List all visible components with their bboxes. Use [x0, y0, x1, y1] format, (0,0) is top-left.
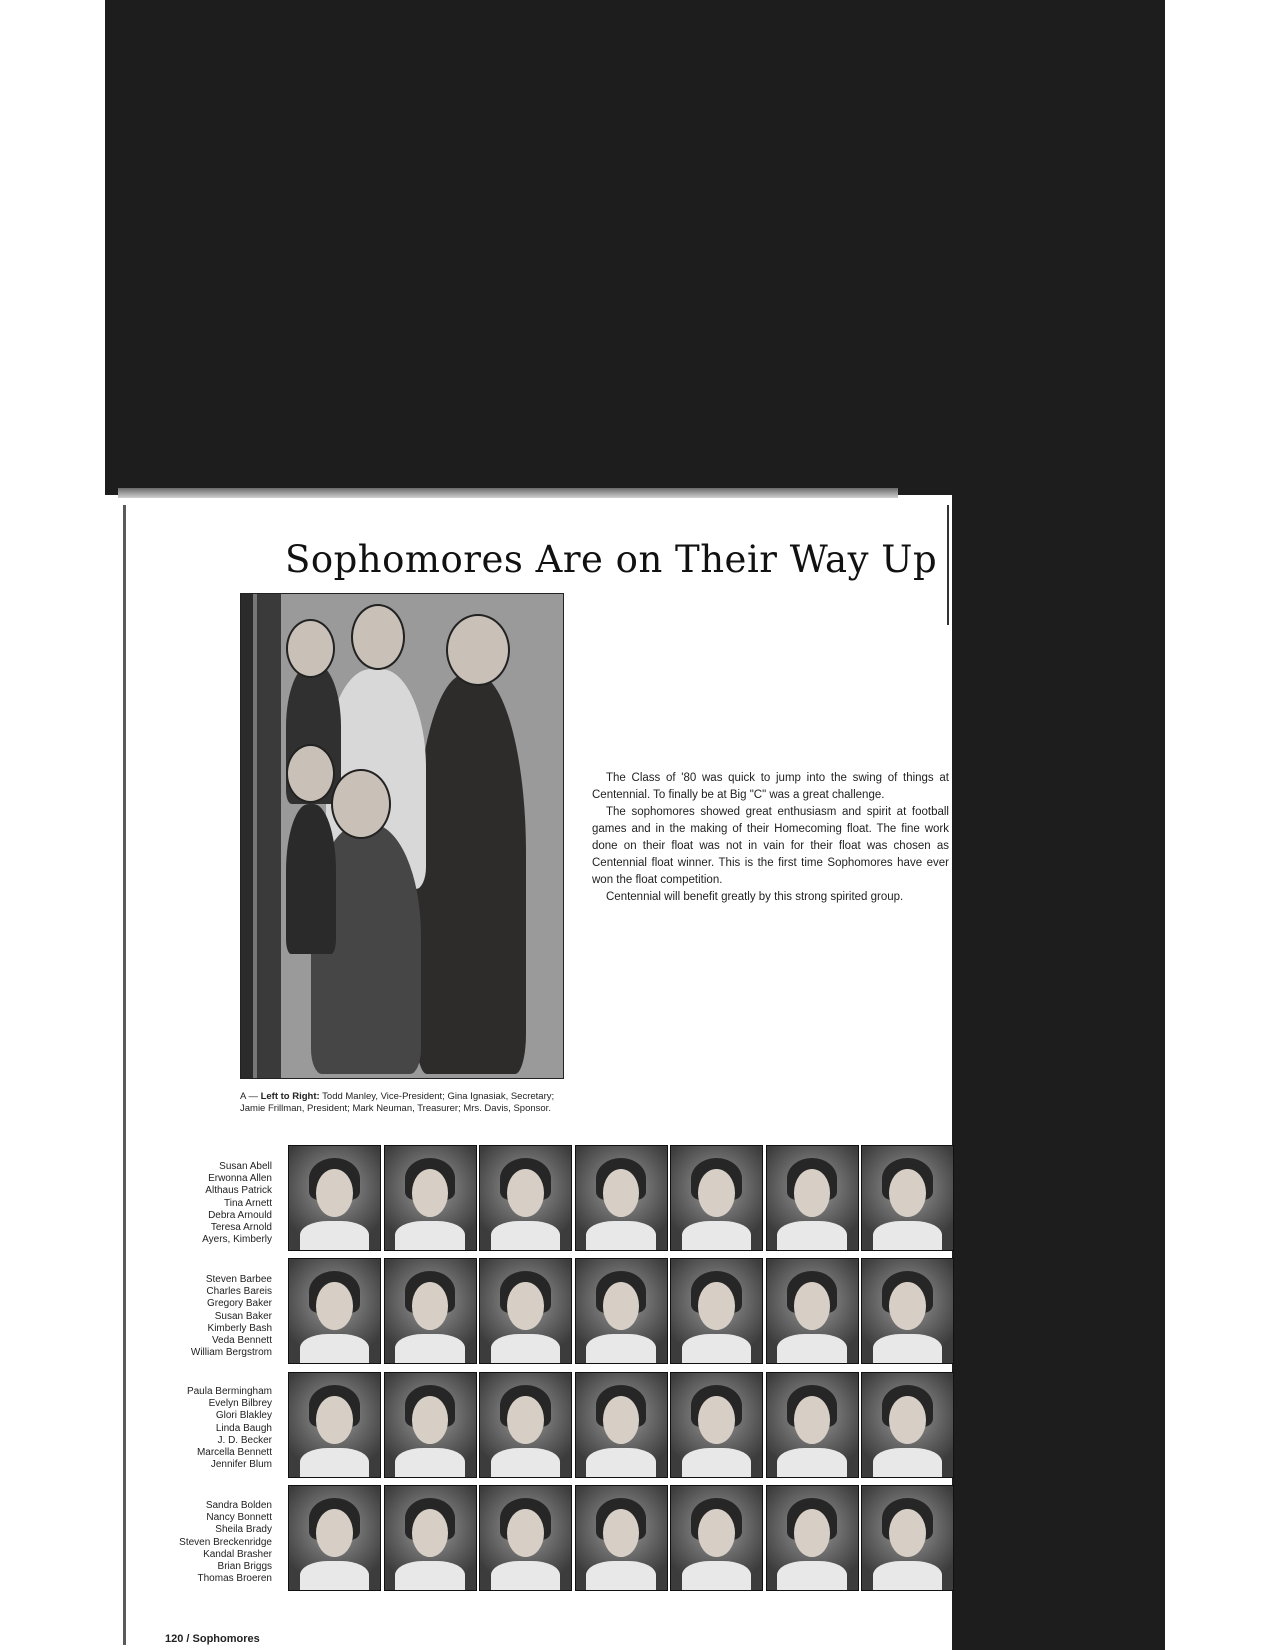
caption-marker: A — — [240, 1091, 258, 1102]
portrait-shirt — [395, 1334, 464, 1364]
portrait-face — [507, 1396, 543, 1444]
portrait-row-4 — [288, 1485, 950, 1591]
portrait-shirt — [395, 1221, 464, 1251]
student-portrait — [766, 1258, 859, 1364]
student-name: J. D. Becker — [217, 1434, 272, 1446]
student-name: Debra Arnould — [208, 1209, 272, 1221]
portrait-row-1 — [288, 1145, 950, 1251]
student-portrait — [861, 1485, 954, 1591]
portrait-face — [794, 1509, 830, 1557]
head-officer-1 — [286, 619, 335, 678]
portrait-shirt — [682, 1334, 751, 1364]
portrait-shirt — [491, 1221, 560, 1251]
student-name: Nancy Bonnett — [206, 1512, 272, 1524]
portrait-shirt — [300, 1334, 369, 1364]
name-list-row-1 — [160, 1161, 272, 1246]
student-name: Gregory Baker — [206, 1298, 272, 1310]
portrait-face — [794, 1282, 830, 1330]
portrait-shirt — [491, 1334, 560, 1364]
name-list-row-2 — [160, 1274, 272, 1359]
portrait-row-2 — [288, 1258, 950, 1364]
student-portrait — [766, 1485, 859, 1591]
student-name: Ayers, Kimberly — [202, 1234, 272, 1246]
student-name: Glori Blakley — [215, 1410, 272, 1422]
student-name: Sheila Brady — [215, 1524, 272, 1536]
head-officer-2 — [351, 604, 405, 670]
student-name: Tina Arnett — [224, 1197, 272, 1209]
portrait-face — [316, 1169, 352, 1217]
student-name: Erwonna Allen — [208, 1173, 272, 1185]
student-portrait — [575, 1145, 668, 1251]
student-name: Jennifer Blum — [210, 1459, 272, 1471]
portrait-face — [603, 1282, 639, 1330]
portrait-face — [507, 1169, 543, 1217]
student-name: Paula Bermingham — [186, 1386, 272, 1397]
head-officer-4 — [331, 769, 391, 839]
student-portrait — [670, 1145, 763, 1251]
caption-text: Todd Manley, Vice-President; Gina Ignasiak, Secretary; Jamie Frillman, President; Mark Neuman, Treasurer; Mrs. Davis, Sponsor. — [240, 1091, 555, 1114]
student-name: Susan Abell — [219, 1161, 272, 1172]
caption-lead: Left to Right: — [260, 1091, 320, 1102]
portrait-shirt — [682, 1221, 751, 1251]
student-name: Kandal Brasher — [203, 1548, 272, 1560]
portrait-face — [412, 1509, 448, 1557]
portrait-shirt — [777, 1221, 846, 1251]
student-name: Steven Breckenridge — [179, 1536, 272, 1548]
student-name: Thomas Broeren — [197, 1573, 272, 1585]
figure-officer-3 — [286, 804, 336, 954]
student-portrait — [861, 1145, 954, 1251]
student-portrait — [575, 1258, 668, 1364]
article-paragraph: The Class of '80 was quick to jump into the swing of things at Centennial. To finally be at Big "C" was a great challenge. — [592, 772, 949, 801]
portrait-face — [698, 1169, 734, 1217]
portrait-face — [889, 1396, 925, 1444]
portrait-face — [507, 1509, 543, 1557]
student-portrait — [384, 1485, 477, 1591]
student-name: Althaus Patrick — [205, 1185, 272, 1197]
portrait-shirt — [873, 1561, 942, 1591]
portrait-shirt — [682, 1448, 751, 1478]
student-name: William Bergstrom — [190, 1347, 272, 1359]
student-portrait — [861, 1372, 954, 1478]
student-name: Brian Briggs — [217, 1561, 272, 1573]
student-name: Steven Barbee — [205, 1274, 272, 1285]
head-officer-3 — [286, 744, 335, 803]
name-list-row-4 — [160, 1500, 272, 1585]
student-portrait — [670, 1485, 763, 1591]
student-portrait — [861, 1258, 954, 1364]
portrait-face — [316, 1282, 352, 1330]
student-name: Sandra Bolden — [205, 1500, 272, 1511]
portrait-face — [698, 1282, 734, 1330]
student-portrait — [384, 1372, 477, 1478]
portrait-shirt — [682, 1561, 751, 1591]
portrait-shirt — [491, 1448, 560, 1478]
portrait-shirt — [586, 1448, 655, 1478]
portrait-face — [794, 1169, 830, 1217]
portrait-face — [889, 1169, 925, 1217]
portrait-face — [412, 1282, 448, 1330]
student-portrait — [288, 1145, 381, 1251]
portrait-face — [794, 1396, 830, 1444]
page-right-edge — [947, 505, 949, 625]
portrait-face — [889, 1282, 925, 1330]
portrait-face — [507, 1282, 543, 1330]
student-portrait — [479, 1258, 572, 1364]
page-title: Sophomores Are on Their Way Up — [285, 538, 938, 581]
portrait-shirt — [873, 1448, 942, 1478]
portrait-shirt — [300, 1448, 369, 1478]
student-name: Marcella Bennett — [196, 1447, 272, 1459]
student-portrait — [766, 1372, 859, 1478]
class-officers-photo — [240, 593, 564, 1079]
student-portrait — [288, 1485, 381, 1591]
student-portrait — [479, 1485, 572, 1591]
article-paragraph: The sophomores showed great enthusiasm and spirit at football games and in the making of their Homecoming float. The fine work done on their float was not in vain for their float was chosen as Centennial float winner. This is the first time Sophomores have ever won the float competition. — [592, 806, 949, 886]
student-portrait — [766, 1145, 859, 1251]
student-name: Kimberly Bash — [207, 1322, 272, 1334]
student-name: Teresa Arnold — [210, 1222, 272, 1234]
student-name: Susan Baker — [214, 1310, 272, 1322]
portrait-shirt — [491, 1561, 560, 1591]
student-portrait — [670, 1258, 763, 1364]
student-name: Charles Bareis — [206, 1286, 272, 1298]
portrait-shirt — [873, 1334, 942, 1364]
portrait-shirt — [395, 1448, 464, 1478]
portrait-shirt — [586, 1221, 655, 1251]
portrait-shirt — [777, 1561, 846, 1591]
article-body — [592, 770, 949, 906]
name-list-row-3 — [160, 1386, 272, 1471]
portrait-face — [698, 1396, 734, 1444]
page-top-edge — [118, 488, 898, 498]
article-paragraph: Centennial will benefit greatly by this strong spirited group. — [606, 891, 904, 903]
portrait-face — [603, 1509, 639, 1557]
photo-caption — [240, 1091, 562, 1115]
student-portrait — [288, 1372, 381, 1478]
student-portrait — [384, 1145, 477, 1251]
student-portrait — [670, 1372, 763, 1478]
student-name: Evelyn Bilbrey — [208, 1398, 272, 1410]
portrait-face — [889, 1509, 925, 1557]
student-portrait — [288, 1258, 381, 1364]
portrait-face — [412, 1396, 448, 1444]
portrait-shirt — [586, 1561, 655, 1591]
portrait-shirt — [586, 1334, 655, 1364]
figure-sponsor — [416, 674, 526, 1074]
portrait-shirt — [873, 1221, 942, 1251]
head-sponsor — [446, 614, 510, 686]
student-portrait — [479, 1372, 572, 1478]
student-portrait — [384, 1258, 477, 1364]
portrait-face — [412, 1169, 448, 1217]
portrait-row-3 — [288, 1372, 950, 1478]
student-name: Veda Bennett — [211, 1335, 272, 1347]
scanner-background-right — [952, 495, 1165, 1650]
portrait-face — [603, 1396, 639, 1444]
student-portrait — [575, 1485, 668, 1591]
student-name: Linda Baugh — [215, 1422, 272, 1434]
portrait-shirt — [300, 1221, 369, 1251]
page-footer: 120 / Sophomores — [165, 1633, 260, 1645]
portrait-shirt — [777, 1448, 846, 1478]
student-portrait — [575, 1372, 668, 1478]
portrait-face — [698, 1509, 734, 1557]
page-left-edge — [123, 505, 126, 1645]
portrait-shirt — [395, 1561, 464, 1591]
portrait-face — [316, 1509, 352, 1557]
portrait-face — [316, 1396, 352, 1444]
portrait-face — [603, 1169, 639, 1217]
portrait-shirt — [300, 1561, 369, 1591]
student-portrait — [479, 1145, 572, 1251]
portrait-shirt — [777, 1334, 846, 1364]
